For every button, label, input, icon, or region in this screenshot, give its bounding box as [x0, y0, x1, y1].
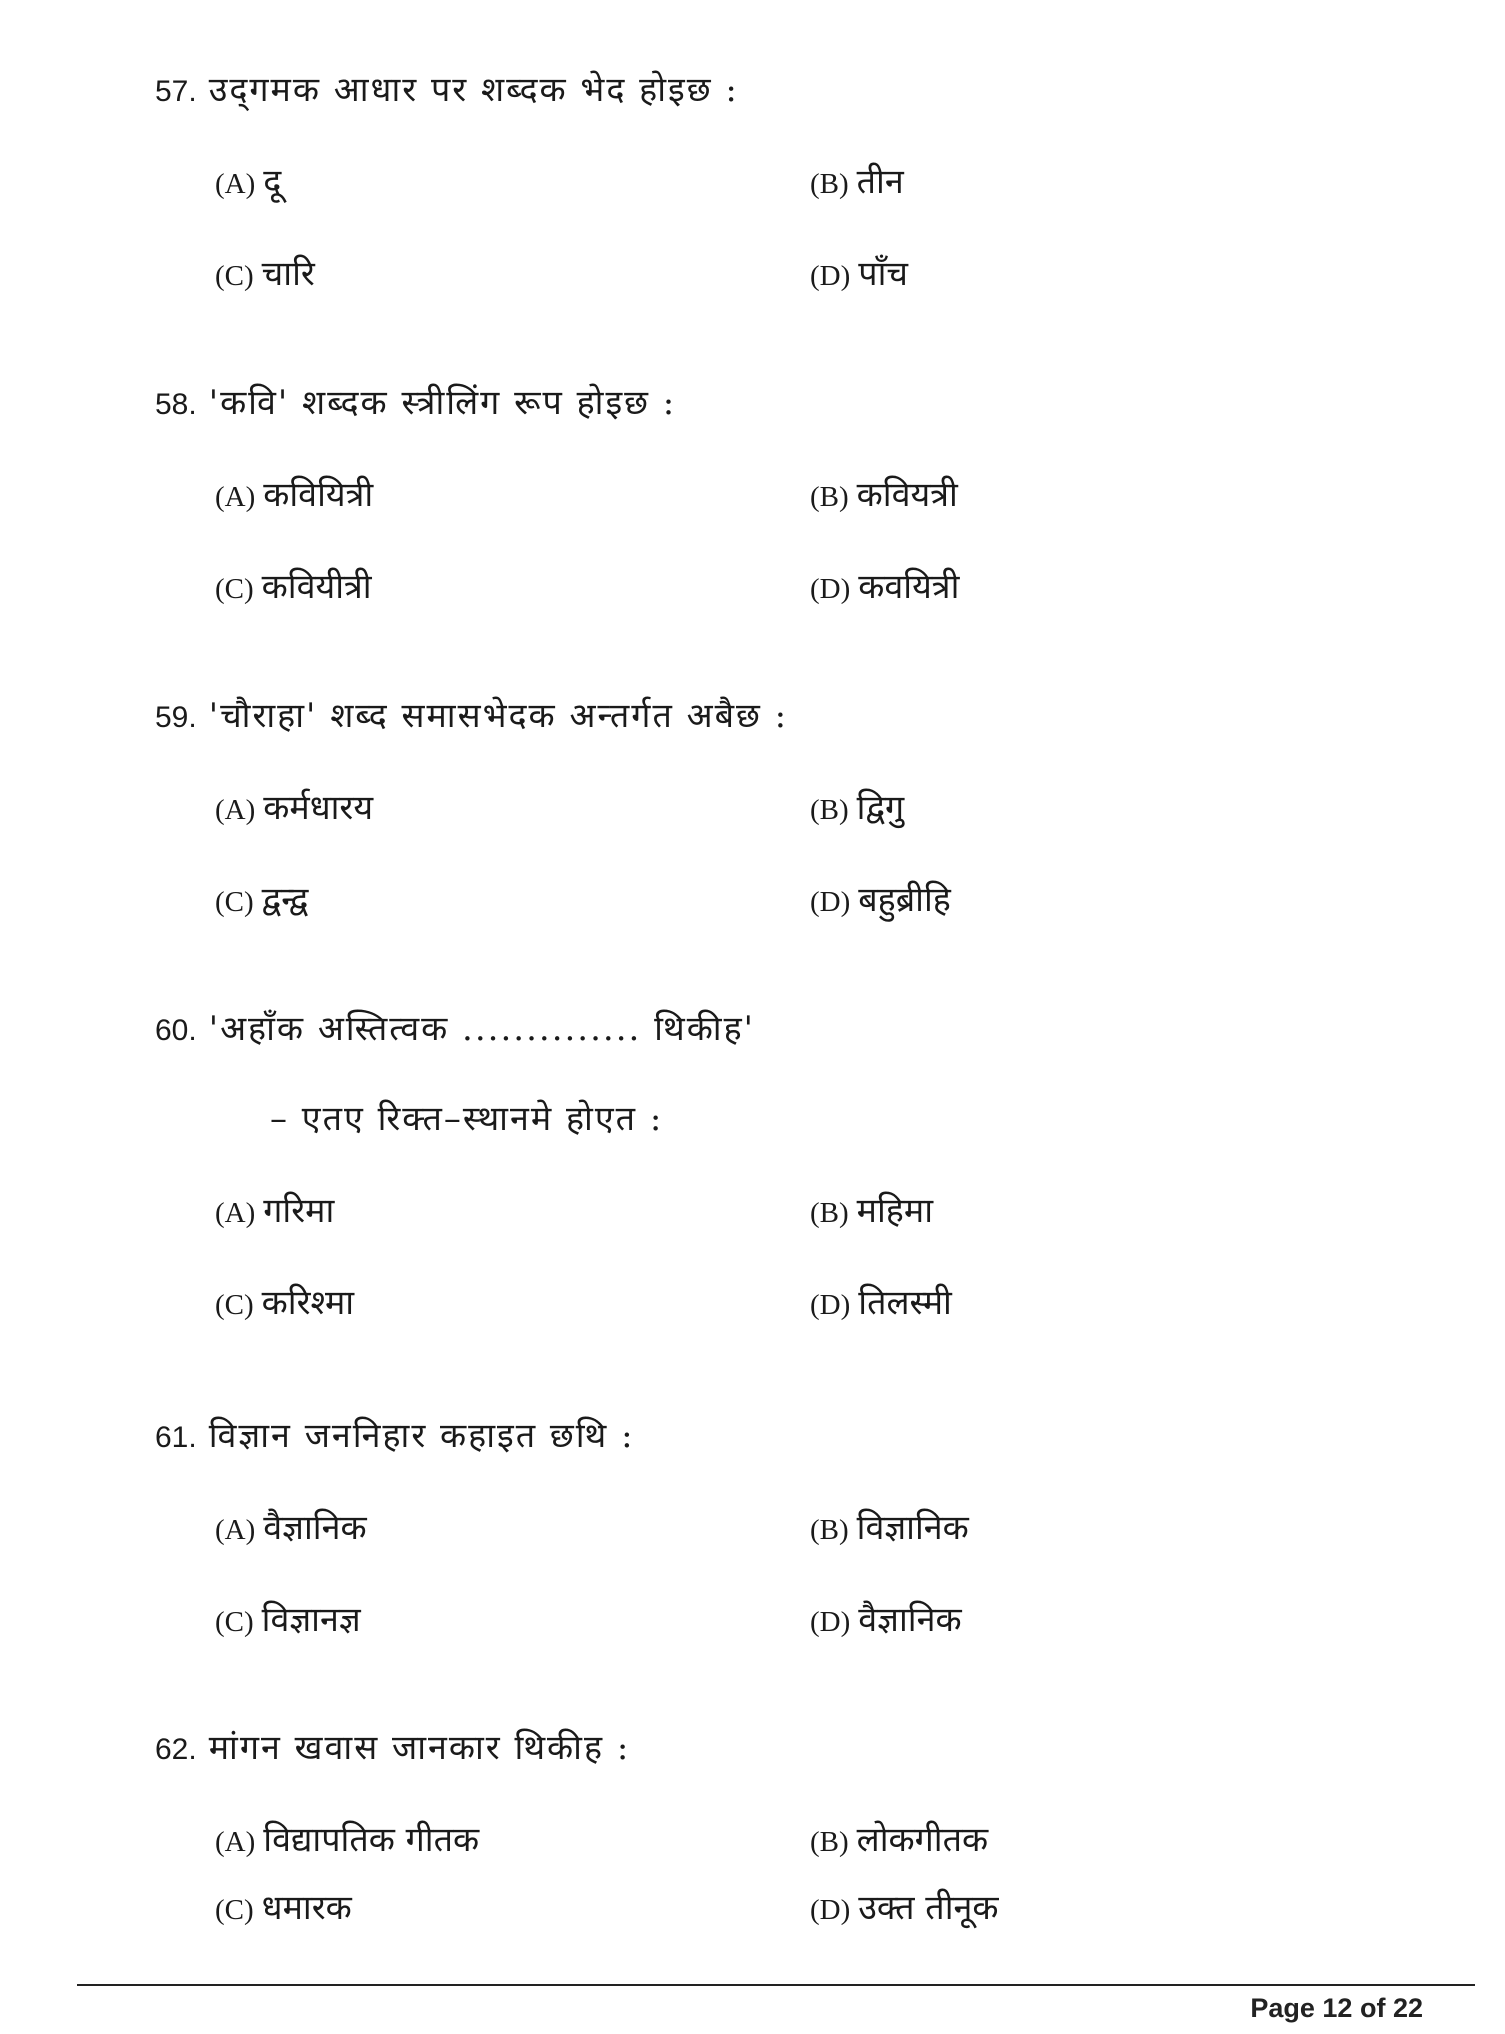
options-row	[155, 1181, 1405, 1241]
option-d	[810, 1590, 962, 1652]
option-text: कवियत्री	[856, 475, 958, 515]
question-stem	[155, 373, 1405, 433]
option-b	[810, 1498, 969, 1560]
question-text: 'अहाँक अस्तित्वक .............. थिकीह'	[208, 1009, 756, 1049]
option-c	[215, 1273, 354, 1335]
option-text: वैज्ञानिक	[263, 1508, 367, 1548]
options-row	[155, 1498, 1405, 1558]
question-text: 'चौराहा' शब्द समासभेदक अन्तर्गत अबैछ :	[208, 696, 789, 736]
option-text: विज्ञानिक	[856, 1508, 969, 1548]
option-c	[215, 1878, 352, 1940]
option-b	[810, 465, 958, 527]
option-a	[215, 778, 373, 840]
option-label: (A)	[215, 1197, 256, 1229]
options-row	[155, 1810, 1405, 1870]
question-text: विज्ञान जननिहार कहाइत छथि :	[208, 1416, 635, 1456]
option-d	[810, 244, 908, 306]
option-label: (A)	[215, 168, 256, 200]
question-number: 57.	[155, 75, 197, 108]
option-label: (A)	[215, 1826, 256, 1858]
option-c	[215, 557, 372, 619]
option-text: चारि	[261, 254, 315, 294]
option-label: (C)	[215, 573, 254, 605]
option-a	[215, 152, 281, 214]
option-text: द्वन्द्व	[261, 880, 309, 920]
option-label: (B)	[810, 1514, 849, 1546]
question-60	[155, 999, 1405, 1333]
option-b	[810, 778, 904, 840]
option-label: (B)	[810, 168, 849, 200]
option-c	[215, 1590, 361, 1652]
options-row	[155, 465, 1405, 525]
option-text: तीन	[856, 162, 904, 202]
option-d	[810, 557, 959, 619]
option-c	[215, 244, 315, 306]
question-stem	[155, 999, 1405, 1059]
option-label: (D)	[810, 1606, 851, 1638]
question-stem	[155, 686, 1405, 746]
option-d	[810, 1878, 998, 1940]
question-number: 61.	[155, 1421, 197, 1454]
question-61	[155, 1406, 1405, 1650]
option-label: (A)	[215, 1514, 256, 1546]
question-62	[155, 1718, 1405, 1938]
options-row	[155, 1273, 1405, 1333]
option-text: कवयित्री	[858, 567, 960, 607]
option-d	[810, 1273, 952, 1335]
question-text: 'कवि' शब्दक स्त्रीलिंग रूप होइछ :	[208, 383, 677, 423]
page-total: 22	[1392, 1993, 1423, 2023]
question-number: 62.	[155, 1733, 197, 1766]
option-text: करिश्मा	[261, 1283, 355, 1323]
option-label: (C)	[215, 886, 254, 918]
option-text: लोकगीतक	[856, 1820, 989, 1860]
options-row	[155, 1590, 1405, 1650]
option-label: (C)	[215, 1894, 254, 1926]
option-text: उक्त तीनूक	[858, 1888, 999, 1928]
options-row	[155, 870, 1405, 930]
question-stem	[155, 60, 1405, 120]
option-text: कर्मधारय	[263, 788, 374, 828]
options-row	[155, 152, 1405, 212]
option-label: (A)	[215, 481, 256, 513]
option-label: (B)	[810, 1197, 849, 1229]
option-label: (D)	[810, 886, 851, 918]
option-a	[215, 465, 373, 527]
option-text: दू	[263, 162, 282, 202]
option-b	[810, 1810, 988, 1872]
option-a	[215, 1498, 367, 1560]
option-b	[810, 1181, 933, 1243]
option-label: (D)	[810, 1289, 851, 1321]
question-text: मांगन खवास जानकार थिकीह :	[208, 1728, 631, 1768]
option-label: (C)	[215, 1289, 254, 1321]
option-text: तिलस्मी	[858, 1283, 952, 1323]
option-label: (B)	[810, 481, 849, 513]
option-c	[215, 870, 308, 932]
option-a	[215, 1810, 479, 1872]
option-text: विज्ञानज्ञ	[261, 1600, 361, 1640]
option-text: गरिमा	[263, 1191, 335, 1231]
options-row	[155, 1878, 1405, 1938]
question-stem	[155, 1406, 1405, 1466]
option-label: (D)	[810, 260, 851, 292]
options-row	[155, 557, 1405, 617]
option-label: (C)	[215, 1606, 254, 1638]
options-row	[155, 244, 1405, 304]
option-d	[810, 870, 951, 932]
question-subtext: – एतए रिक्त–स्थानमे होएत :	[270, 1099, 664, 1139]
question-59	[155, 686, 1405, 930]
option-text: विद्यापतिक गीतक	[263, 1820, 480, 1860]
footer-divider	[77, 1984, 1475, 1986]
page-number	[1250, 1993, 1423, 2024]
page-prefix: Page	[1250, 1993, 1315, 2023]
page-current: 12	[1322, 1993, 1353, 2023]
option-a	[215, 1181, 334, 1243]
question-text: उद्‌गमक आधार पर शब्दक भेद होइछ :	[208, 70, 739, 110]
question-number: 60.	[155, 1014, 197, 1047]
option-label: (D)	[810, 573, 851, 605]
question-stem	[155, 1718, 1405, 1778]
question-number: 59.	[155, 701, 197, 734]
page-of: of	[1359, 1993, 1386, 2023]
option-label: (A)	[215, 794, 256, 826]
option-text: कवियीत्री	[261, 567, 372, 607]
question-58	[155, 373, 1405, 617]
option-b	[810, 152, 904, 214]
option-label: (B)	[810, 1826, 849, 1858]
option-label: (B)	[810, 794, 849, 826]
question-57	[155, 60, 1405, 304]
option-text: द्विगु	[856, 788, 905, 828]
option-text: धमारक	[261, 1888, 352, 1928]
question-number: 58.	[155, 388, 197, 421]
option-label: (C)	[215, 260, 254, 292]
option-text: पाँच	[858, 254, 908, 294]
option-text: वैज्ञानिक	[858, 1600, 962, 1640]
option-text: कवियित्री	[263, 475, 374, 515]
option-text: महिमा	[856, 1191, 934, 1231]
options-row	[155, 778, 1405, 838]
option-label: (D)	[810, 1894, 851, 1926]
option-text: बहुब्रीहि	[858, 880, 951, 920]
